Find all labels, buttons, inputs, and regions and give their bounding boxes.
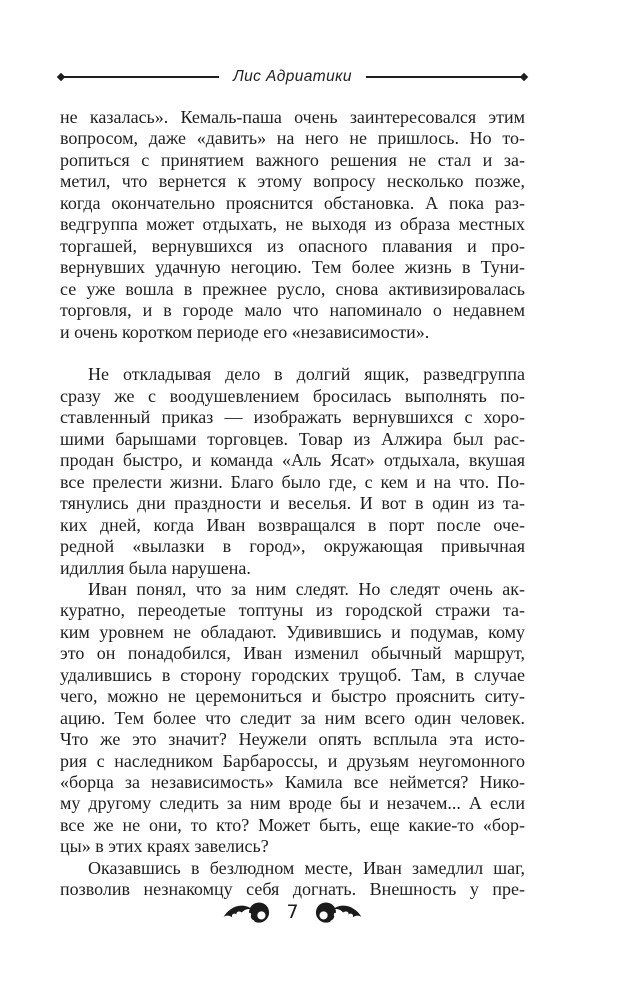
paragraph <box>60 107 525 343</box>
text-line: торговля, и в городе мало что напоминало о недавнем <box>60 300 525 321</box>
text-line: чего, можно не церемониться и быстро прояснить ситу- <box>60 686 525 707</box>
text-line: ропиться с принятием важного решения не стал и за- <box>60 149 525 170</box>
text-line: се уже вошла в прежнее русло, снова активизировалась <box>60 278 525 299</box>
running-title: Лис Адриатики <box>233 68 352 85</box>
text-line: продан быстро, и команда «Аль Ясат» отдыхала, вкушая <box>60 450 525 471</box>
text-line: рия с наследником Барбароссы, и друзьям неугомонного <box>60 750 525 771</box>
paragraph <box>60 858 525 901</box>
text-line: сразу же с воодушевлением бросилась выполнять по- <box>60 385 525 406</box>
swirl-flourish-right-icon <box>312 902 362 925</box>
text-line: Оказавшись в безлюдном месте, Иван замедлил шаг, <box>88 857 525 878</box>
text-line: торгашей, вернувшихся из опасного плавания и про- <box>60 235 525 256</box>
text-line: ацию. Тем более что следит за ним всего один человек. <box>60 707 525 728</box>
arrow-diamond-left-icon <box>57 73 65 81</box>
text-line: все же не они, то кто? Может быть, еще какие-то «бор- <box>60 814 525 835</box>
text-line: все прелести жизни. Благо было где, с кем и на что. По- <box>60 471 525 492</box>
paragraph <box>60 579 525 858</box>
text-line: и очень коротком периоде его «независимости». <box>60 321 430 342</box>
text-line: это он понадобился, Иван изменил обычный маршрут, <box>60 643 525 664</box>
text-line: ведгруппа может отдыхать, не выходя из образа местных <box>60 214 525 235</box>
text-line: метил, что вернется к этому вопросу несколько позже, <box>60 171 525 192</box>
arrow-diamond-right-icon <box>520 73 528 81</box>
text-line: идиллия была нарушена. <box>60 557 251 578</box>
running-header <box>60 66 525 88</box>
swirl-flourish-left-icon <box>223 902 273 925</box>
text-line: ставленный приказ — изображать вернувшихся с хоро- <box>60 407 525 428</box>
page-number: 7 <box>286 901 299 923</box>
arrow-rule-left-icon <box>60 76 219 78</box>
text-line: тянулись дни праздности и веселья. И вот в один из та- <box>60 493 525 514</box>
paragraph <box>60 364 525 579</box>
text-line: му другому следить за ним вроде бы и незачем... А если <box>60 793 525 814</box>
text-line: ким уровнем не обладают. Удивившись и подумав, кому <box>60 621 525 642</box>
text-line: вернувших удачную негоцию. Тем более жизнь в Туни- <box>60 257 525 278</box>
text-line: «борца за независимость» Камила все неймется? Нико- <box>60 772 525 793</box>
text-line: куратно, переодетые топтуны из городской стражи та- <box>60 600 525 621</box>
text-line: Иван понял, что за ним следят. Но следят очень ак- <box>88 578 525 599</box>
text-line: когда окончательно прояснится обстановка. А пока раз- <box>60 192 525 213</box>
arrow-rule-right-icon <box>366 76 525 78</box>
text-line: редной «вылазки в город», окружающая привычная <box>60 536 525 557</box>
body-text <box>60 107 525 901</box>
text-line: не казалась». Кемаль-паша очень заинтересовался этим <box>60 107 525 127</box>
text-line: цы» в этих краях завелись? <box>60 836 269 857</box>
text-line: позволив незнакомцу себя догнать. Внешность у пре- <box>60 879 525 900</box>
text-line: ких дней, когда Иван возвращался в порт после оче- <box>60 514 525 535</box>
text-line: шими барышами торговцев. Товар из Алжира был рас- <box>60 428 525 449</box>
text-line: Что же это значит? Неужели опять всплыла эта исто- <box>60 729 525 750</box>
page-footer <box>60 902 525 925</box>
text-line: вопросом, даже «давить» на него не пришлось. Но то- <box>60 128 525 149</box>
text-line: удалившись в сторону городских трущоб. Там, в случае <box>60 664 525 685</box>
text-line: Не откладывая дело в долгий ящик, разведгруппа <box>88 364 525 385</box>
